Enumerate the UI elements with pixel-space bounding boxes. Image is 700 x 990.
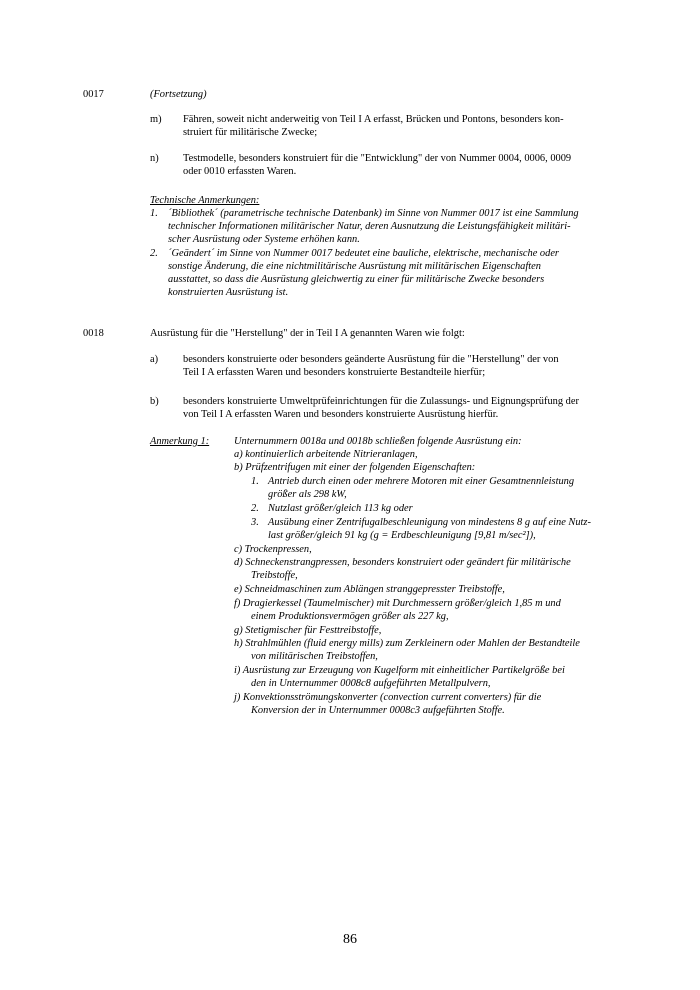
equip-b2-line1: Nutzlast größer/gleich 113 kg oder — [268, 503, 413, 514]
equip-item-a: a) kontinuierlich arbeitende Nitrieranlagen, — [234, 449, 418, 460]
equip-item-f-line2: einem Produktionsvermögen größer als 227 kg, — [251, 611, 449, 622]
equip-item-d-line2: Treibstoffe, — [251, 570, 298, 581]
equip-b1-line1: Antrieb durch einen oder mehrere Motoren mit einer Gesamtnennleistung — [268, 476, 575, 487]
note-2-line2: sonstige Änderung, die eine nichtmilitärische Ausrüstung mit militärischen Eigenschaften — [168, 261, 541, 272]
equip-item-c: c) Trockenpressen, — [234, 544, 312, 555]
item-text-n-line2: oder 0010 erfassten Waren. — [183, 166, 297, 177]
item-text-m-line2: struiert für militärische Zwecke; — [183, 127, 318, 138]
equip-b2-number: 2. — [251, 503, 259, 514]
note-2-line3: ausstattet, so dass die Ausrüstung gleichwertig zu einer für militärische Zwecke besonders — [168, 274, 545, 285]
item-letter-m: m) — [150, 114, 162, 125]
equip-b1-number: 1. — [251, 476, 259, 487]
item-text-b-line1: besonders konstruierte Umweltprüfeinrichtungen für die Zulassungs- und Eignungsprüfung der — [183, 396, 579, 407]
equip-item-h-line2: von militärischen Treibstoffen, — [251, 651, 378, 662]
item-text-n-line1: Testmodelle, besonders konstruiert für die "Entwicklung" der von Nummer 0004, 0006, 0009 — [183, 153, 572, 164]
equip-item-i-line2: den in Unternummer 0008c8 aufgeführten Metallpulvern, — [251, 678, 491, 689]
page-number: 86 — [343, 932, 357, 947]
equip-item-b: b) Prüfzentrifugen mit einer der folgenden Eigenschaften: — [234, 462, 476, 473]
equip-b3-number: 3. — [251, 517, 259, 528]
continuation-label: (Fortsetzung) — [150, 89, 207, 100]
item-text-b-line2: von Teil I A erfassten Waren und besonders konstruierte Ausrüstung hierfür. — [183, 409, 499, 420]
note-1-line3: scher Ausrüstung oder Systeme erhöhen kann. — [168, 234, 360, 245]
item-letter-a: a) — [150, 354, 159, 365]
equip-item-e: e) Schneidmaschinen zum Ablängen stranggepresster Treibstoffe, — [234, 584, 505, 595]
note-number-2: 2. — [150, 248, 158, 259]
note-label: Anmerkung 1: — [150, 436, 210, 447]
equip-item-h-line1: h) Strahlmühlen (fluid energy mills) zum Zerkleinern oder Mahlen der Bestandteile — [234, 638, 580, 649]
equip-item-i-line1: i) Ausrüstung zur Erzeugung von Kugelform mit einheitlicher Partikelgröße bei — [234, 665, 565, 676]
equip-item-j-line1: j) Konvektionsströmungskonverter (convection current converters) für die — [234, 692, 542, 703]
technical-notes-heading: Technische Anmerkungen: — [150, 195, 260, 206]
item-letter-b: b) — [150, 396, 159, 407]
item-text-a-line2: Teil I A erfassten Waren und besonders konstruierte Bestandteile hierfür; — [183, 367, 486, 378]
section-number-0018: 0018 — [83, 328, 104, 339]
item-letter-n: n) — [150, 153, 159, 164]
note-2-line1: ´Geändert´ im Sinne von Nummer 0017 bedeutet eine bauliche, elektrische, mechanische oder — [168, 248, 559, 259]
equip-item-d-line1: d) Schneckenstrangpressen, besonders konstruiert oder geändert für militärische — [234, 557, 571, 568]
equip-b3-line1: Ausübung einer Zentrifugalbeschleunigung von mindestens 8 g auf eine Nutz- — [268, 517, 591, 528]
equip-item-g: g) Stetigmischer für Festtreibstoffe, — [234, 625, 382, 636]
note-number-1: 1. — [150, 208, 158, 219]
note-1-line2: technischer Informationen militärischer Natur, deren Ausnutzung die Leistungsfähigkeit militäri- — [168, 221, 571, 232]
item-text-m-line1: Fähren, soweit nicht anderweitig von Teil I A erfasst, Brücken und Pontons, besonders kon- — [183, 114, 564, 125]
equip-item-j-line2: Konversion der in Unternummer 0008c3 aufgeführten Stoffe. — [251, 705, 505, 716]
note-2-line4: konstruierten Ausrüstung ist. — [168, 287, 289, 298]
equip-item-f-line1: f) Dragierkessel (Taumelmischer) mit Durchmessern größer/gleich 1,85 m und — [234, 598, 561, 609]
item-text-a-line1: besonders konstruierte oder besonders geänderte Ausrüstung für die "Herstellung" der von — [183, 354, 559, 365]
section-0018-intro: Ausrüstung für die "Herstellung" der in Teil I A genannten Waren wie folgt: — [150, 328, 465, 339]
note-1-line1: ´Bibliothek´ (parametrische technische Datenbank) im Sinne von Nummer 0017 ist eine Sammlung — [168, 208, 579, 219]
equip-b1-line2: größer als 298 kW, — [268, 489, 347, 500]
equip-b3-line2: last größer/gleich 91 kg (g = Erdbeschleunigung [9,81 m/sec²]), — [268, 530, 536, 541]
note-intro: Unternummern 0018a und 0018b schließen folgende Ausrüstung ein: — [234, 436, 522, 447]
section-number-0017: 0017 — [83, 89, 104, 100]
